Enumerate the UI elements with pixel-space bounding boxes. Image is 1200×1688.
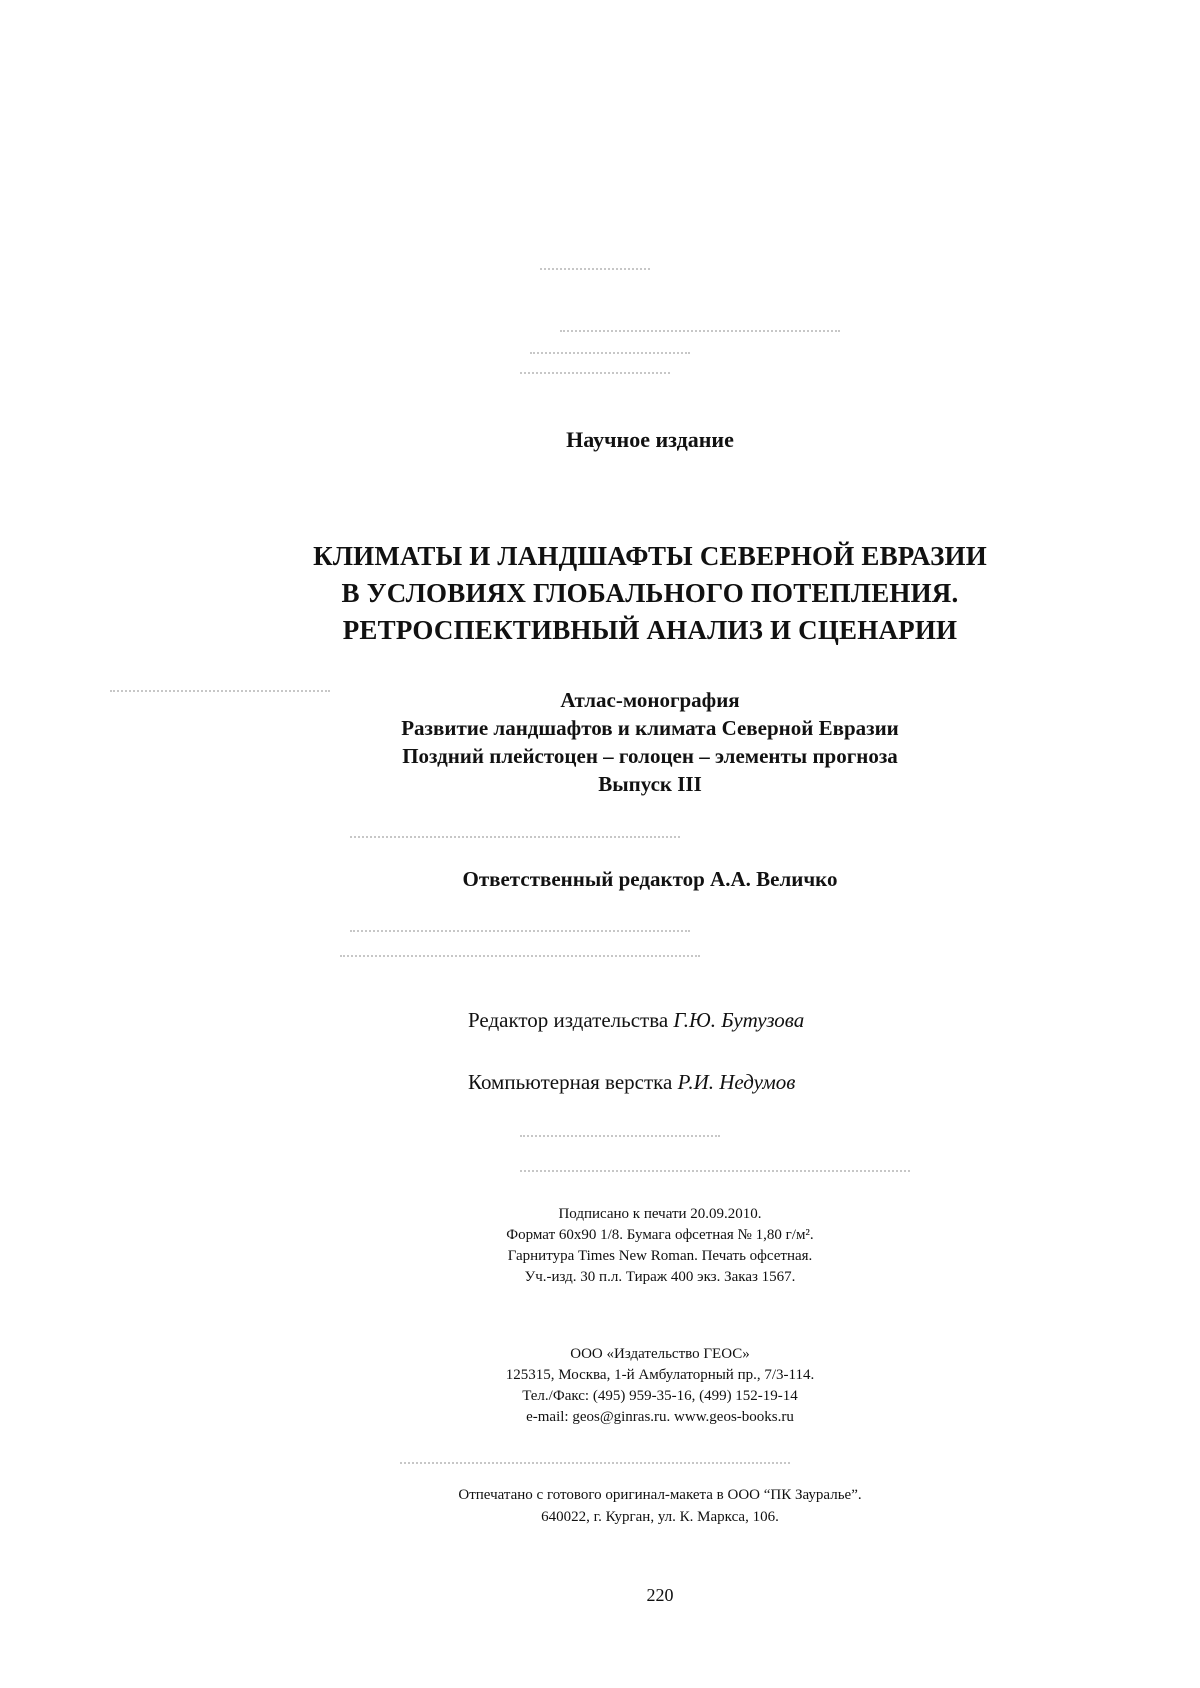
- publisher-name: ООО «Издательство ГЕОС»: [570, 1346, 750, 1362]
- scan-noise: [340, 955, 700, 959]
- issue-number: Выпуск III: [598, 772, 702, 796]
- publisher-block: [0, 1344, 1200, 1428]
- imprint-line: Гарнитура Times New Roman. Печать офсетная.: [507, 1248, 813, 1264]
- layout-credit: [468, 1070, 795, 1095]
- subtitle-line-3: Поздний плейстоцен – голоцен – элементы прогноза: [402, 744, 898, 768]
- subtitle-block: [0, 686, 1200, 798]
- scan-noise: [520, 372, 670, 376]
- title-line-2: В УСЛОВИЯХ ГЛОБАЛЬНОГО ПОТЕПЛЕНИЯ.: [341, 578, 959, 608]
- page-number: 220: [646, 1585, 674, 1605]
- editor-in-chief: Ответственный редактор А.А. Величко: [462, 867, 838, 891]
- printer-address: 640022, г. Курган, ул. К. Маркса, 106.: [541, 1509, 779, 1525]
- scan-noise: [520, 1170, 910, 1174]
- printer-block: [0, 1484, 1200, 1528]
- publishing-editor-label: Редактор издательства: [468, 1008, 669, 1032]
- scan-noise: [540, 268, 650, 272]
- subtitle-line-1: Атлас-монография: [560, 688, 740, 712]
- imprint-line: Формат 60х90 1/8. Бумага офсетная № 1,80 г/м².: [506, 1227, 814, 1243]
- scan-noise: [400, 1462, 790, 1466]
- publisher-address: 125315, Москва, 1-й Амбулаторный пр., 7/3-114.: [505, 1367, 815, 1383]
- layout-label: Компьютерная верстка: [468, 1070, 673, 1094]
- scan-noise: [520, 1135, 720, 1139]
- printer-line: Отпечатано с готового оригинал-макета в ООО “ПК Зауралье”.: [458, 1487, 862, 1503]
- publisher-phone: Тел./Факс: (495) 959-35-16, (499) 152-19-14: [522, 1388, 798, 1404]
- imprint-block: [0, 1204, 1200, 1288]
- title-line-3: РЕТРОСПЕКТИВНЫЙ АНАЛИЗ И СЦЕНАРИИ: [342, 615, 958, 645]
- imprint-line: Подписано к печати 20.09.2010.: [558, 1206, 762, 1222]
- publishing-editor-credit: [468, 1008, 804, 1033]
- layout-name: Р.И. Недумов: [677, 1070, 796, 1094]
- subtitle-line-2: Развитие ландшафтов и климата Северной Евразии: [401, 716, 899, 740]
- scan-noise: [350, 930, 690, 934]
- imprint-line: Уч.-изд. 30 п.л. Тираж 400 экз. Заказ 1567.: [524, 1269, 796, 1285]
- publisher-contacts: e-mail: geos@ginras.ru. www.geos-books.ru: [526, 1409, 794, 1425]
- scan-noise: [560, 330, 840, 334]
- scan-noise: [530, 352, 690, 356]
- title-line-1: КЛИМАТЫ И ЛАНДШАФТЫ СЕВЕРНОЙ ЕВРАЗИИ: [313, 541, 987, 571]
- scan-noise: [350, 836, 680, 840]
- publishing-editor-name: Г.Ю. Бутузова: [673, 1008, 805, 1032]
- book-title: [0, 538, 1200, 649]
- publication-type: Научное издание: [566, 427, 734, 452]
